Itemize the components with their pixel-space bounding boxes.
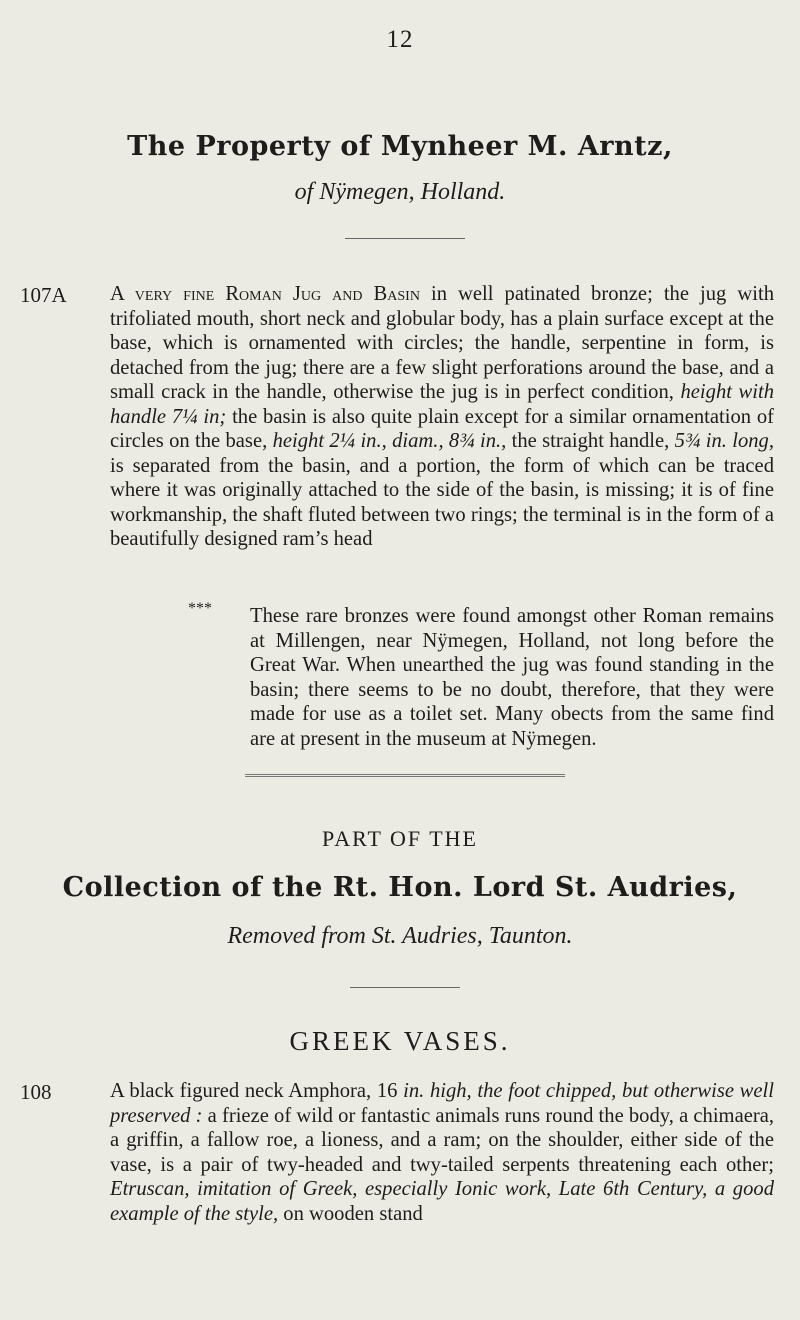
property-subheading: of Nÿmegen, Holland. [294, 179, 506, 205]
greek-vases-heading: GREEK VASES. [289, 1026, 511, 1056]
lot-description: A very fine Roman Jug and Basin in well patinated bronze; the jug with trifoliated mouth, short neck and globular body, has a plain surface except at the base, which is ornamented with circles; the handle, serpentine in form, is detached from the jug; there are a few slight perforations around the base, and a small crack in the handle, otherwise the jug is in perfect condition, height with handle 7¼ in; the basin is also quite plain except for a similar ornamentation of circles on the base, height 2¼ in., diam., 8¾ in., the straight handle, 5¾ in. long, is separated from the basin, and a portion, the form of which can be traced where it was originally attached to the side of the basin, is missing; it is of fine workmanship, the shaft fluted between two rings; the terminal is in the form of a beautifully designed ram’s head [110, 283, 774, 550]
dimension-text: 5¾ in. long, [674, 430, 774, 452]
attribution-text: Etruscan, imitation of Greek, especially Ionic work, Late 6th Century, a good example of the style, [110, 1178, 774, 1225]
divider-rule [245, 774, 565, 777]
lot-note: These rare bronzes were found amongst other Roman remains at Millengen, near Nÿmegen, Holland, not long before the Great War. When unearthed the jug was found standing in the basin; there seems to be no doubt, therefore, that they were made for use as a toilet set. Many obects from the same find are at present in the museum at Nÿmegen. [250, 605, 774, 750]
dimension-text: in. high, the foot chipped, but otherwise well preserved : [110, 1080, 775, 1127]
lot-description: A black figured neck Amphora, 16 in. high, the foot chipped, but otherwise well preserved : a frieze of wild or fantastic animals runs round the body, a chimaera, a griffin, a fallow roe, a lioness, and a ram; on the shoulder, either side of the vase, is a pair of twy-headed and twy-tailed serpents threatening each other; Etruscan, imitation of Greek, especially Ionic work, Late 6th Century, a good example of the style, on wooden stand [110, 1080, 775, 1225]
collection-subheading: Removed from St. Audries, Taunton. [227, 923, 573, 949]
divider-rule [350, 987, 460, 988]
lot-number: 108 [20, 1080, 52, 1104]
page-number: 12 [386, 26, 414, 53]
dimension-text: height 2¼ in., diam., 8¾ in., [272, 430, 507, 452]
lot-number: 107A [20, 283, 67, 307]
dimension-text: height with handle 7¼ in; [110, 381, 774, 428]
asterism: *** [188, 600, 212, 617]
divider-rule [345, 238, 465, 239]
property-heading: The Property of Mynheer M. Arntz, [127, 131, 673, 162]
collection-heading: Collection of the Rt. Hon. Lord St. Audries, [62, 872, 738, 903]
lot-title: very fine Roman Jug and Basin [134, 283, 420, 305]
part-of-label: PART OF THE [322, 826, 478, 851]
